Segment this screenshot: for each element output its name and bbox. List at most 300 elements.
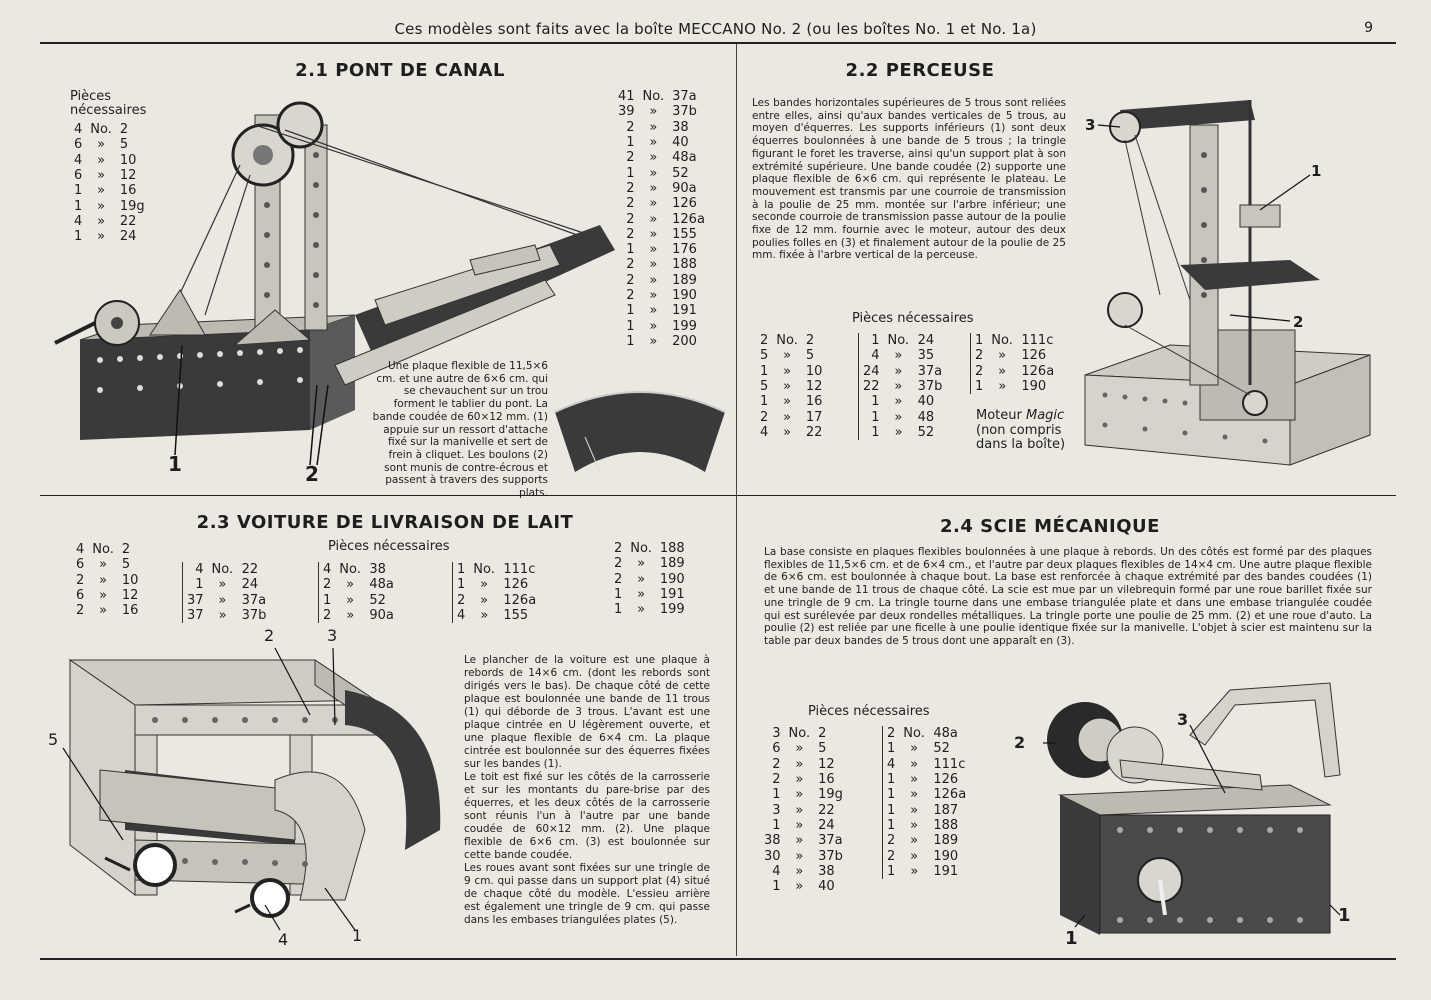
pieces-label-2-4: Pièces nécessaires [808,704,930,719]
parts-no: » [910,741,919,757]
section-title-2-4: 2.4 SCIE MÉCANIQUE [940,516,1160,537]
parts-no: No. [788,726,811,742]
parts-no: » [795,817,804,833]
parts-part: 38 [369,562,386,578]
parts-qty: 2 [772,756,781,772]
parts-no: » [637,587,646,603]
parts-no: » [480,608,489,624]
parts-no: » [795,772,804,788]
section-title-2-2: 2.2 PERCEUSE [845,60,995,81]
parts-qty: 2 [76,603,85,619]
parts-qty: 1 [626,135,635,151]
parts-no: » [795,787,804,803]
parts-qty: 2 [614,571,623,587]
parts-part: 52 [672,165,689,181]
parts-no: » [346,608,355,624]
parts-qty: 1 [626,165,635,181]
parts-row [72,542,142,557]
parts-row [883,757,971,772]
parts-part: 5 [805,348,815,364]
parts-row [614,211,709,226]
parts-qty: 4 [760,424,769,440]
section-title-2-3: 2.3 VOITURE DE LIVRAISON DE LAIT [196,512,574,533]
parts-list-2-4-col1 [760,726,847,894]
parts-no: » [649,272,658,288]
parts-row [319,577,398,592]
parts-part: 2 [121,542,131,558]
column-divider [736,44,737,956]
parts-row [883,864,971,879]
parts-qty: 1 [887,741,896,757]
parts-qty: 1 [457,562,466,578]
parts-no: » [649,104,658,120]
parts-no: » [218,592,227,608]
parts-qty: 6 [74,168,83,184]
parts-part: 37b [241,608,267,624]
parts-row [883,772,971,787]
parts-no: » [97,213,106,229]
parts-part: 19g [818,787,843,803]
parts-part: 126a [672,211,705,227]
parts-qty: 2 [614,541,623,557]
parts-qty: 1 [975,333,984,349]
parts-row [859,425,947,440]
parts-part: 176 [672,242,697,258]
parts-no: » [998,348,1007,364]
parts-row [756,394,826,409]
parts-part: 40 [672,135,689,151]
parts-no: » [649,165,658,181]
parts-part: 190 [659,571,685,587]
parts-part: 24 [241,577,259,593]
parts-row [756,348,826,363]
parts-no: » [783,424,792,440]
parts-qty: 1 [760,363,769,379]
parts-qty: 2 [626,180,635,196]
parts-part: 189 [933,833,959,849]
parts-part: 189 [672,272,697,288]
parts-row [183,608,271,623]
parts-no: » [637,602,646,618]
parts-no: » [795,756,804,772]
drill-press-illustration [1080,95,1380,475]
parts-row [72,573,142,588]
parts-no: No. [630,541,652,557]
parts-part: 191 [933,863,959,879]
parts-row [760,726,847,741]
parts-row [614,318,709,333]
parts-part: 191 [672,303,697,319]
parts-qty: 1 [887,817,896,833]
parts-no: » [910,802,919,818]
parts-row [760,787,847,802]
parts-no: » [894,424,903,440]
parts-qty: 4 [76,542,85,558]
parts-row [859,348,947,363]
parts-no: No. [92,542,114,558]
parts-no: » [97,137,106,153]
parts-part: 189 [659,556,685,572]
parts-row [610,556,689,571]
parts-qty: 2 [772,772,781,788]
parts-row [760,818,847,833]
callout-2-3-2: 2 [264,626,275,645]
motor-note-line-3: dans la boîte) [976,437,1066,452]
parts-row [883,741,971,756]
parts-qty: 38 [764,833,781,849]
description-2-3 [464,654,710,927]
parts-part: 16 [119,183,137,199]
parts-qty: 1 [323,592,332,608]
parts-no: » [894,348,903,364]
parts-qty: 5 [760,379,769,395]
parts-no: » [99,588,108,604]
parts-part: 126a [1021,363,1055,379]
parts-qty: 41 [618,89,635,105]
parts-part: 126 [672,196,697,212]
parts-row [859,333,947,348]
parts-row [883,787,971,802]
parts-part: 22 [241,562,259,578]
parts-row [883,818,971,833]
parts-part: 12 [818,756,835,772]
parts-no: » [649,226,658,242]
parts-no: » [637,556,646,572]
parts-part: 37a [818,833,843,849]
callout-2-4-1-left: 1 [1065,928,1078,949]
parts-list-2-2-col3 [970,333,1058,394]
parts-part: 126 [1021,348,1047,364]
parts-row [760,879,847,894]
description-2-3-p2: Le toit est fixé sur les côtés de la carrosserie et sur les montants du pare-brise par des équerres, et les deux côtés de la carrosserie sont réunis l'un à l'autre par une bande coudée de 60×12 mm. (2). Une plaque flexible de 6×6 cm. (3) est boulonnée sur cette bande coudée. [464,771,710,861]
parts-row [614,104,709,119]
parts-no: » [795,741,804,757]
parts-part: 126a [503,592,537,608]
parts-part: 19g [119,198,145,214]
parts-row [760,833,847,848]
parts-no: » [783,409,792,425]
parts-qty: 22 [863,379,880,395]
parts-row [883,848,971,863]
parts-part: 48a [933,726,958,742]
parts-part: 190 [672,288,697,303]
parts-row [453,562,541,577]
parts-row [859,364,947,379]
parts-qty: 30 [764,848,781,864]
callout-2-4-3: 3 [1177,710,1189,729]
parts-no: » [910,863,919,879]
parts-part: 16 [818,772,835,788]
parts-qty: 2 [887,726,896,742]
parts-qty: 2 [323,608,332,624]
parts-no: » [894,394,903,410]
description-2-1: Une plaque flexible de 11,5×6 cm. et une autre de 6×6 cm. qui se chevauchent sur un trou forment le tablier du pont. La bande coudée de 60×12 mm. (1) appuie sur un ressort d'attache fixé sur la manivelle et sert de frein à cliquet. Les boulons (2) sont munis de contre-écrous et passent à travers des supports plats. [372,360,548,500]
description-2-4: La base consiste en plaques flexibles boulonnées à une plaque à rebords. Un des côtés est formé par des plaques flexibles de 11,5×6 cm. et de 6×4 cm., et l'autre par deux plaques flexibles de 14×4 cm. Une autre plaque flexible de 6×6 cm. est boulonnée à chaque bout. La base est renforcée à chaque extrémité par des bandes coudées (1) et une bande de 11 trous de chaque côté. La scie est mue par un vilebrequin formé par une roue barillet fixée sur une tringle de 9 cm. La tringle tourne dans une embase triangulée plate et dans une embase triangulée coudée qui est surélevée par deux rondelles métalliques. La tringle porte une poulie de 25 mm. (2) et une roue d'auto. La poulie (2) est reliée par une ficelle à une poulie identique fixée sur la manivelle. L'objet à scier est maintenu sur la table par deux bandes de 5 trous dont une apparaît en (3). [764,546,1372,647]
parts-row [859,394,947,409]
parts-row [614,150,709,165]
parts-row [971,348,1059,363]
callout-2-3-1: 1 [352,926,363,945]
parts-qty: 6 [76,557,85,573]
parts-no: » [649,196,658,212]
parts-no: No. [642,89,665,105]
parts-qty: 1 [626,303,635,319]
header-rule [40,42,1396,44]
parts-part: 17 [805,409,823,425]
callout-2-3-5: 5 [48,730,59,749]
parts-part: 188 [933,817,959,833]
parts-qty: 1 [760,394,769,410]
parts-row [883,833,971,848]
parts-no: » [910,848,919,864]
parts-part: 90a [672,180,697,196]
parts-part: 126 [503,577,529,593]
parts-no: » [637,571,646,587]
parts-part: 191 [659,587,685,603]
description-2-2: Les bandes horizontales supérieures de 5 trous sont reliées entre elles, ainsi qu'aux bandes verticales de 5 trous, au moyen d'équerres. Les supports inférieurs (1) sont deux équerres boulonnées à une bande de 5 trous ; la tringle figurant le foret les traverse, ainsi qu'un support plat à son extrémité supérieure. Une bande coudée (2) supporte une plaque flexible de 6×6 cm. qui représente le plateau. Le mouvement est transmis par une courroie de transmission à la poulie de 25 mm. montée sur l'arbre inférieur; une seconde courroie de transmission passe autour de la poulie fixe de 12 mm. fournie avec le moteur, autour des deux poulies folles en (3) et finalement autour de la poulie de 25 mm. fixée à l'arbre vertical de la perceuse. [752,97,1066,262]
parts-qty: 3 [772,802,781,818]
parts-part: 190 [1021,379,1047,395]
parts-part: 48 [917,409,935,425]
parts-qty: 1 [74,198,83,214]
parts-row [760,772,847,787]
middle-rule [40,495,1396,496]
parts-qty: 4 [74,122,83,138]
parts-no: No. [991,333,1013,349]
pieces-label-2-2: Pièces nécessaires [852,311,974,326]
parts-no: » [783,379,792,395]
parts-no: No. [473,562,495,578]
parts-no: » [795,879,804,895]
parts-qty: 2 [626,150,635,166]
parts-part: 2 [119,122,129,138]
parts-row [614,120,709,135]
parts-no: » [795,863,804,879]
parts-row [453,577,541,592]
parts-row [760,848,847,863]
parts-qty: 2 [887,848,896,864]
parts-no: No. [887,333,910,349]
parts-part: 35 [917,348,935,364]
parts-qty: 2 [626,211,635,227]
parts-part: 52 [369,592,386,608]
parts-qty: 2 [887,833,896,849]
parts-no: » [783,348,792,364]
parts-part: 12 [119,168,137,184]
motor-magic: Magic [1025,408,1065,423]
parts-no: » [346,577,355,593]
parts-row [614,273,709,288]
parts-row [760,741,847,756]
callout-2-1-2: 2 [305,462,319,486]
parts-part: 48a [369,577,394,593]
parts-no: » [998,363,1007,379]
parts-row [760,802,847,817]
parts-part: 22 [119,213,137,229]
parts-row [760,757,847,772]
parts-no: » [649,303,658,319]
parts-row [614,334,709,349]
parts-row [971,333,1059,348]
parts-list-2-3-col5 [610,541,689,617]
parts-qty: 1 [887,863,896,879]
parts-qty: 2 [760,409,769,425]
parts-qty: 1 [614,587,623,603]
parts-no: » [97,198,106,214]
parts-list-2-3-col1 [72,542,142,618]
parts-row [183,577,271,592]
parts-list-2-3-col4 [452,562,540,623]
parts-row [319,608,398,623]
pieces-label-line-2: nécessaires [70,103,147,118]
parts-qty: 1 [195,577,204,593]
parts-part: 188 [659,541,685,557]
parts-part: 16 [805,394,823,410]
parts-row [859,409,947,424]
pieces-label-2-3: Pièces nécessaires [328,539,450,554]
parts-qty: 2 [626,257,635,273]
parts-qty: 1 [887,802,896,818]
parts-row [614,165,709,180]
parts-no: » [97,183,106,199]
parts-qty: 1 [887,772,896,788]
parts-part: 90a [369,608,394,624]
parts-part: 111c [503,562,536,578]
parts-qty: 1 [871,409,880,425]
parts-part: 5 [121,557,131,573]
parts-row [614,181,709,196]
parts-qty: 1 [871,333,880,349]
parts-row [614,242,709,257]
parts-part: 37b [672,104,697,120]
parts-qty: 2 [626,196,635,212]
parts-row [319,562,398,577]
parts-qty: 39 [618,104,635,120]
parts-part: 22 [818,802,835,818]
parts-row [183,593,271,608]
parts-part: 38 [672,119,689,135]
parts-part: 38 [818,863,835,879]
parts-row [756,379,826,394]
parts-part: 40 [917,394,935,410]
parts-qty: 4 [195,562,204,578]
parts-no: » [894,363,903,379]
parts-no: No. [90,122,112,138]
parts-part: 111c [933,756,966,772]
parts-no: » [649,150,658,166]
parts-no: No. [211,562,234,578]
parts-row [859,379,947,394]
parts-part: 187 [933,802,959,818]
callout-2-3-4: 4 [278,930,289,949]
parts-list-2-1-right [614,89,709,349]
parts-no: » [910,817,919,833]
parts-qty: 2 [626,272,635,288]
parts-list-2-3-col3 [318,562,398,623]
callout-2-4-1-right: 1 [1338,905,1351,926]
parts-row [756,333,826,348]
parts-list-2-3-col2 [182,562,270,623]
parts-qty: 1 [626,333,635,349]
parts-part: 10 [121,572,139,588]
callout-2-1-1: 1 [168,452,182,476]
parts-part: 12 [805,379,823,395]
pieces-label-line-1: Pièces [70,89,112,104]
motor-note [976,409,1065,453]
parts-part: 188 [672,257,697,273]
parts-qty: 1 [457,577,466,593]
parts-no: » [998,379,1007,395]
callout-2-2-3: 3 [1085,116,1096,134]
parts-part: 126a [933,787,967,803]
parts-row [72,603,142,618]
description-2-3-p1: Le plancher de la voiture est une plaque à rebords de 14×6 cm. (dont les rebords sont dirigés vers le bas). De chaque côté de cette plaque est boulonnée une bande de 11 trous (1) qui déborde de 3 trous. L'avant est une plaque cintrée en U légèrement ouverte, et une plaque flexible de 6×4 cm. La plaque cintrée est boulonnée sur des équerres fixées sur les bandes (1). [464,654,710,770]
parts-qty: 4 [74,152,83,168]
parts-row [610,587,689,602]
parts-part: 22 [805,424,823,440]
parts-no: No. [776,333,798,349]
parts-no: » [99,557,108,573]
parts-no: » [649,318,658,334]
parts-part: 200 [672,333,697,349]
callout-2-2-1: 1 [1311,162,1322,180]
parts-part: 199 [659,602,685,618]
parts-row [614,196,709,211]
parts-part: 10 [119,152,137,168]
parts-qty: 4 [887,756,896,772]
parts-row [614,257,709,272]
section-title-2-1: 2.1 PONT DE CANAL [295,60,505,81]
motor-label: Moteur [976,408,1026,423]
parts-no: » [649,288,658,303]
mechanical-saw-illustration [1040,665,1370,945]
parts-row [614,227,709,242]
parts-no: » [218,577,227,593]
footer-rule [40,958,1396,960]
parts-no: » [218,608,227,624]
parts-row [610,572,689,587]
parts-qty: 37 [187,592,204,608]
parts-no: » [649,135,658,151]
parts-qty: 4 [323,562,332,578]
parts-qty: 2 [975,363,984,379]
parts-no: No. [339,562,361,578]
parts-qty: 24 [863,363,880,379]
parts-no: » [910,772,919,788]
parts-no: » [480,592,489,608]
parts-row [756,409,826,424]
parts-row [971,364,1059,379]
parts-no: » [649,211,658,227]
parts-qty: 1 [975,379,984,395]
parts-qty: 4 [457,608,466,624]
parts-part: 40 [818,879,835,895]
parts-qty: 4 [74,213,83,229]
parts-row [453,593,541,608]
parts-qty: 1 [74,183,83,199]
parts-qty: 1 [772,879,781,895]
motor-note-line-2: (non compris [976,422,1062,438]
parts-row [610,541,689,556]
parts-qty: 5 [760,348,769,364]
parts-row [883,726,971,741]
parts-part: 190 [933,848,959,864]
parts-no: » [649,180,658,196]
parts-qty: 2 [614,556,623,572]
parts-part: 24 [917,333,935,349]
parts-part: 52 [933,741,950,757]
parts-list-2-2-col2 [858,333,946,440]
